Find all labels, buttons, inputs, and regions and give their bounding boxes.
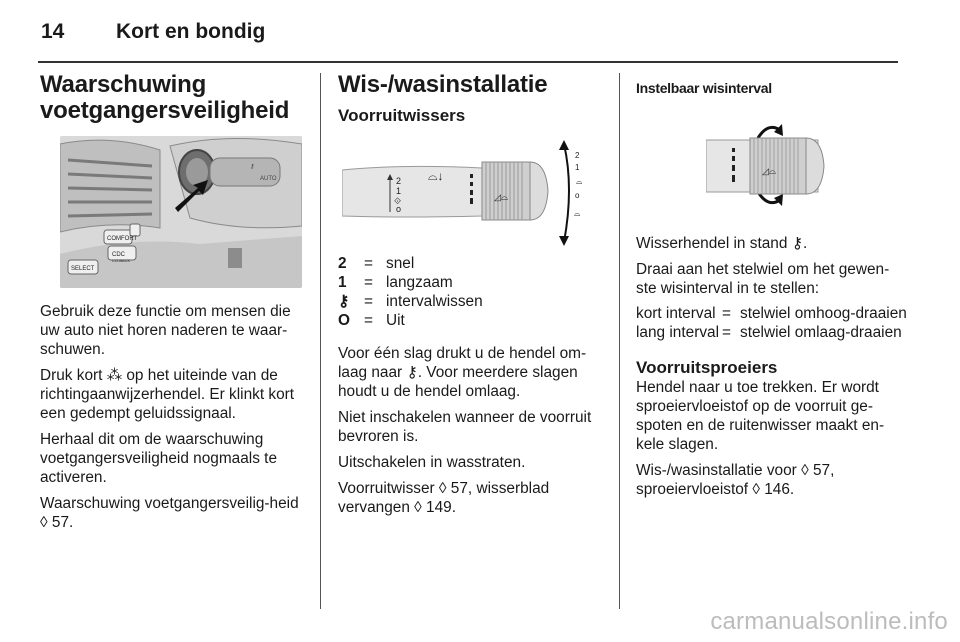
legend-equals: =	[364, 273, 373, 291]
lever-position-2: 2	[396, 176, 402, 186]
legend-key: ⚷	[338, 293, 350, 310]
paragraph: Wisserhendel in stand ⚷.	[636, 235, 808, 252]
paragraph: Hendel naar u toe trekken. Er wordt sproeiervloeistof op de voorruit ge-spoten en de ruitenwisser maakt en-kele slagen.	[636, 379, 885, 453]
column-divider-1	[320, 73, 321, 609]
definition-row	[636, 304, 908, 323]
section-heading-pedestrian-warning: Waarschuwing voetgangersveiligheid	[40, 71, 290, 124]
paragraph: Uitschakelen in wasstraten.	[338, 454, 526, 471]
column-pedestrian-warning	[40, 72, 308, 532]
paragraph: Gebruik deze functie om mensen die uw auto niet horen naderen te waar-schuwen.	[40, 303, 291, 358]
svg-text:2: 2	[575, 151, 580, 160]
legend-row	[338, 254, 606, 273]
paragraph: Voor één slag drukt u de hendel om-laag naar ⚷. Voor meerdere slagen houdt u de hendel omlaag.	[338, 345, 587, 400]
figure-label-co-back: CO-BACK	[112, 258, 131, 263]
definition-equals: =	[722, 324, 731, 341]
legend-value: Uit	[386, 311, 405, 329]
definition-description: stelwiel omlaag-draaien	[740, 324, 902, 341]
legend-row	[338, 311, 606, 330]
chapter-title: Kort en bondig	[116, 20, 266, 43]
definition-term: lang interval	[636, 324, 719, 341]
interval-wheel-illustration	[706, 108, 830, 224]
definition-description: stelwiel omhoog-draaien	[740, 305, 907, 322]
interval-definition-table	[636, 304, 908, 342]
column-wiper-system	[338, 72, 606, 517]
legend-value: langzaam	[386, 273, 453, 291]
legend-key: 2	[338, 254, 347, 272]
legend-key: 1	[338, 273, 347, 291]
svg-text:◿⌓: ◿⌓	[494, 192, 509, 202]
legend-key: O	[338, 311, 350, 329]
dashboard-illustration	[60, 136, 302, 288]
svg-text:⌓: ⌓	[576, 177, 583, 186]
paragraph: Herhaal dit om de waarschuwing voetgangersveiligheid nogmaals te activeren.	[40, 431, 277, 486]
paragraph: Wis-/wasinstallatie voor ◊ 57, sproeiervloeistof ◊ 146.	[636, 462, 835, 498]
definition-equals: =	[722, 305, 731, 322]
page-number: 14	[41, 20, 65, 43]
svg-text:⚷: ⚷	[250, 164, 255, 170]
svg-text:AUTO: AUTO	[260, 176, 277, 182]
lever-position-off: o	[396, 204, 402, 214]
paragraph: Niet inschakelen wanneer de voorruit bevroren is.	[338, 409, 592, 445]
paragraph: Druk kort ⁂ op het uiteinde van de richtingaanwijzerhendel. Er klinkt kort een gedempt geluidssignaal.	[40, 367, 295, 422]
section-heading-washer: Voorruitsproeiers	[636, 358, 778, 377]
paragraph: Draai aan het stelwiel om het gewen-ste wisinterval in te stellen:	[636, 261, 890, 297]
column-divider-2	[619, 73, 620, 609]
column-wiper-interval	[636, 72, 908, 499]
definition-row	[636, 323, 908, 342]
legend-equals: =	[364, 254, 373, 272]
legend-equals: =	[364, 292, 373, 310]
svg-text:⌓↓: ⌓↓	[428, 169, 444, 183]
legend-row	[338, 292, 606, 311]
figure-label-cdc: CDC	[112, 252, 125, 258]
wiper-position-legend	[338, 254, 606, 330]
subheading-adjustable-interval: Instelbaar wisinterval	[636, 80, 772, 96]
legend-value: snel	[386, 254, 415, 272]
svg-text:1: 1	[575, 163, 580, 172]
svg-text:⌓: ⌓	[574, 209, 581, 218]
paragraph: Waarschuwing voetgangersveilig-heid ◊ 57.	[40, 495, 299, 531]
page-header	[38, 16, 898, 56]
section-heading-wiper-washer: Wis-/wasinstallatie	[338, 71, 548, 98]
svg-text:◿⌓: ◿⌓	[762, 166, 777, 176]
header-divider	[38, 61, 898, 63]
legend-equals: =	[364, 311, 373, 329]
lever-position-interval: ⟐	[394, 196, 402, 206]
subheading-windscreen-wipers: Voorruitwissers	[338, 106, 466, 125]
legend-value: intervalwissen	[386, 292, 483, 310]
watermark: carmanualsonline.info	[710, 608, 948, 635]
figure-label-comfort: COMFORT	[107, 236, 138, 242]
wiper-lever-illustration	[342, 138, 602, 248]
legend-row	[338, 273, 606, 292]
paragraph: Voorruitwisser ◊ 57, wisserblad vervangen ◊ 149.	[338, 480, 550, 516]
svg-text:o: o	[575, 191, 580, 200]
figure-label-select: SELECT	[71, 266, 95, 272]
lever-position-1: 1	[396, 186, 402, 196]
definition-term: kort interval	[636, 305, 716, 322]
